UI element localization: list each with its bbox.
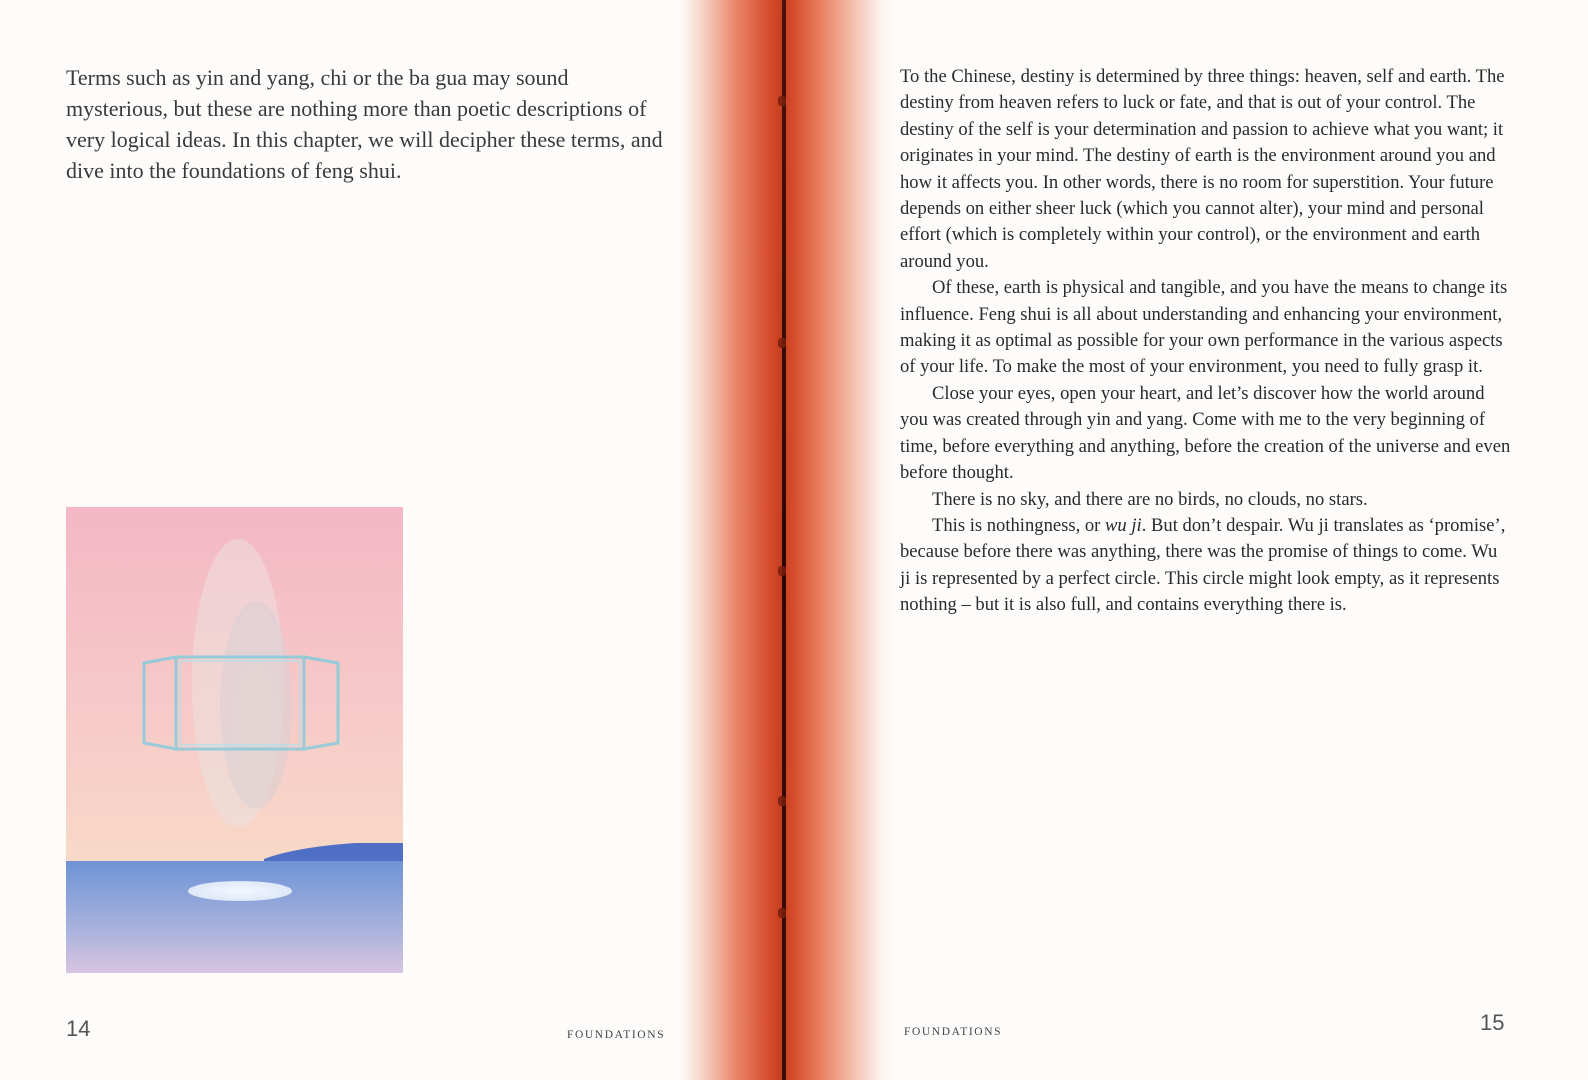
wu-ji-italic: wu ji xyxy=(1105,514,1142,536)
wu-ji-text-before: This is nothingness, or xyxy=(932,514,1106,536)
inner-oval xyxy=(220,601,292,809)
right-page xyxy=(880,0,1588,1080)
body-paragraph: To the Chinese, destiny is determined by three things: heaven, self and earth. The destiny from heaven refers to luck or fate, and that is out of your control. The destiny of the self is your determination and passion to achieve what you want; it originates in your mind. The destiny of earth is the environment around you and how it affects you. In other words, there is no room for superstition. Your future depends on either sheer luck (which you cannot alter), your mind and personal effort (which is completely within your control), or the environment and earth around you. xyxy=(900,66,1505,272)
stitch xyxy=(778,566,786,576)
stitch xyxy=(778,96,786,106)
binding-gutter xyxy=(680,0,900,1080)
body-paragraph: Of these, earth is physical and tangible, and you have the means to change its influence. Feng shui is all about understanding and enhancing your environment, making it as optimal as possible for your own performance in the various aspects of your life. To make the most of your environment, you need to fully grasp it. xyxy=(900,277,1508,378)
body-text xyxy=(900,64,1512,619)
sea xyxy=(66,861,403,973)
body-paragraph-wu-ji xyxy=(900,513,1512,619)
intro-paragraph: Terms such as yin and yang, chi or the ba gua may sound mysterious, but these are nothing more than poetic descriptions of very logical ideas. In this chapter, we will decipher these terms, and dive into the foundations of feng shui. xyxy=(66,65,663,183)
reflection-pool xyxy=(188,881,292,901)
illustration xyxy=(66,507,403,973)
page-number-right: 15 xyxy=(1480,1010,1505,1035)
spine-line xyxy=(782,0,786,1080)
body-paragraph: There is no sky, and there are no birds, no clouds, no stars. xyxy=(932,488,1368,510)
running-head-left: FOUNDATIONS xyxy=(567,1029,666,1041)
running-head-right: FOUNDATIONS xyxy=(904,1026,1003,1038)
stitch xyxy=(778,338,786,348)
page-number-left: 14 xyxy=(66,1016,91,1041)
body-paragraph: Close your eyes, open your heart, and let’s discover how the world around you was created through yin and yang. Come with me to the very beginning of time, before everything and anything, before the creation of the universe and even before thought. xyxy=(900,382,1511,484)
stitch xyxy=(778,796,786,806)
wu-ji-text-after: . But don’t despair. Wu ji translates as ‘promise’, because before there was anything, there was the promise of things to come. Wu ji is represented by a perfect circle. This circle might look empty, as it represents nothing – but it is also full, and contains everything there is. xyxy=(900,514,1506,616)
left-page xyxy=(0,0,690,1080)
illustration-svg xyxy=(66,507,403,973)
stitch xyxy=(778,908,786,918)
